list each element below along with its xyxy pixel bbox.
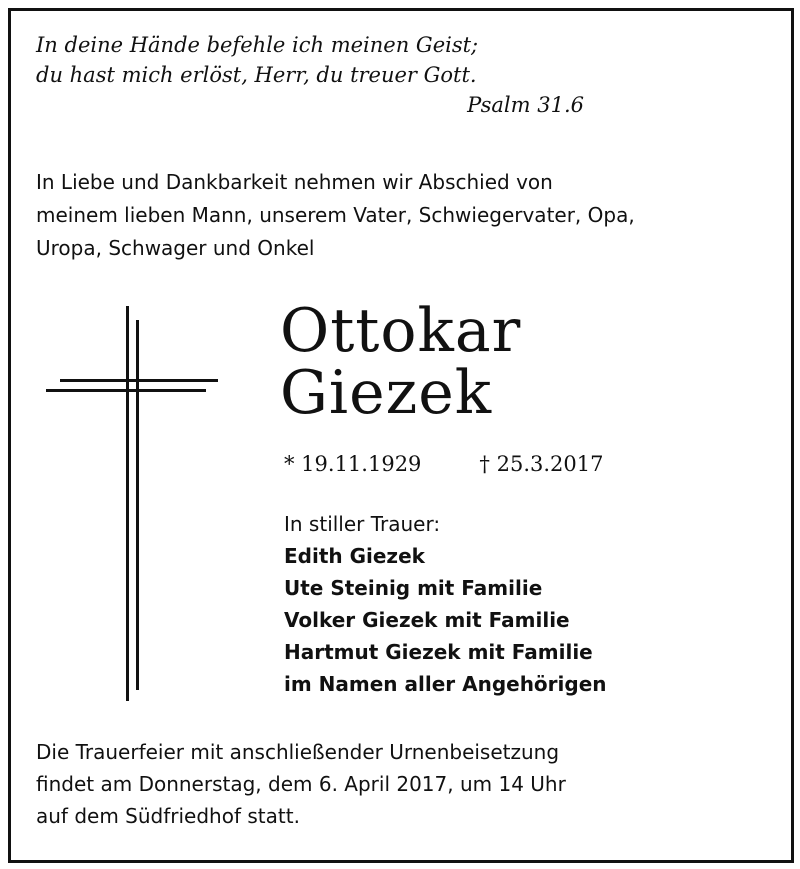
verse-reference: Psalm 31.6: [467, 93, 584, 117]
mourners-list: [284, 508, 607, 700]
last-name: Giezek: [280, 358, 493, 428]
intro-text: [36, 166, 635, 265]
mourner-name: im Namen aller Angehörigen: [284, 672, 607, 696]
mourner-name: Edith Giezek: [284, 544, 425, 568]
first-name: Ottokar: [280, 296, 522, 366]
verse-line-1: In deine Hände befehle ich meinen Geist;: [36, 33, 479, 57]
mourner-name: Volker Giezek mit Familie: [284, 608, 570, 632]
bible-verse: [36, 30, 584, 120]
funeral-details: [36, 736, 566, 832]
cross-icon: [40, 306, 220, 701]
life-dates: [284, 452, 603, 476]
intro-line-2: meinem lieben Mann, unserem Vater, Schwiegervater, Opa,: [36, 203, 635, 227]
verse-line-2: du hast mich erlöst, Herr, du treuer Gott.: [36, 63, 477, 87]
mourner-name: Hartmut Giezek mit Familie: [284, 640, 593, 664]
funeral-line-3: auf dem Südfriedhof statt.: [36, 804, 300, 828]
deceased-name: [280, 296, 522, 428]
birth-date: * 19.11.1929: [284, 452, 422, 476]
funeral-line-2: findet am Donnerstag, dem 6. April 2017, um 14 Uhr: [36, 772, 566, 796]
intro-line-3: Uropa, Schwager und Onkel: [36, 236, 315, 260]
mourners-heading: In stiller Trauer:: [284, 512, 441, 536]
funeral-line-1: Die Trauerfeier mit anschließender Urnenbeisetzung: [36, 740, 560, 764]
mourner-name: Ute Steinig mit Familie: [284, 576, 543, 600]
intro-line-1: In Liebe und Dankbarkeit nehmen wir Abschied von: [36, 170, 553, 194]
death-date: † 25.3.2017: [479, 452, 604, 476]
